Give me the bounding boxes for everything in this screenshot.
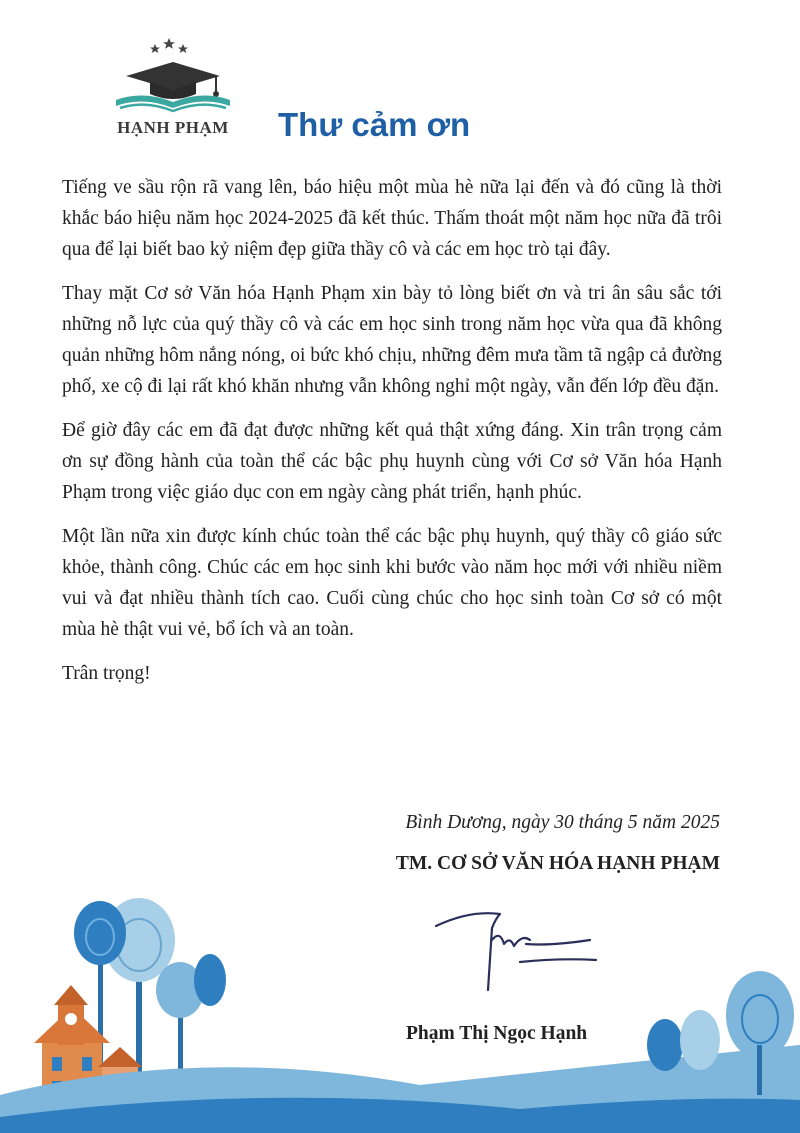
paragraph-1: Tiếng ve sầu rộn rã vang lên, báo hiệu một mùa hè nữa lại đến và đó cũng là thời khắc báo hiệu năm học 2024-2025 đã kết thúc. Thấm thoát một năm học nữa đã trôi qua để lại biết bao kỷ niệm đẹp giữa thầy cô và các em học trò tại đây. <box>62 177 722 260</box>
date-line: Bình Dương, ngày 30 tháng 5 năm 2025 <box>405 812 720 833</box>
school-illustration <box>0 895 800 1133</box>
paragraph-2: Thay mặt Cơ sở Văn hóa Hạnh Phạm xin bày tỏ lòng biết ơn và tri ân sâu sắc tới những nỗ lực của quý thầy cô và các em học sinh trong năm học vừa qua đã không quản những hôm nắng nóng, oi bức khó chịu, những đêm mưa tầm tã ngập cả đường phố, xe cộ đi lại rất khó khăn nhưng vẫn không nghỉ một ngày, vẫn đến lớp đều đặn. <box>62 283 722 397</box>
tree-left-small <box>156 954 226 1085</box>
logo <box>98 30 248 145</box>
brand-name: HẠNH PHẠM <box>117 118 229 137</box>
organization-line: TM. CƠ SỞ VĂN HÓA HẠNH PHẠM <box>395 853 720 874</box>
signer-name: Phạm Thị Ngọc Hạnh <box>406 1023 588 1044</box>
letter-title: Thư cảm ơn <box>278 106 471 143</box>
paragraph-4: Một lần nữa xin được kính chúc toàn thể các bậc phụ huynh, quý thầy cô giáo sức khỏe, thành công. Chúc các em học sinh khi bước vào năm học mới với nhiều niềm vui và đạt nhiều thành tích cao. Cuối cùng chúc cho học sinh toàn Cơ sở có một mùa hè thật vui vẻ, bổ ích và an toàn. <box>62 526 722 640</box>
letter-body <box>62 172 722 689</box>
graduation-cap-book-logo-icon <box>98 30 248 120</box>
paragraph-3: Để giờ đây các em đã đạt được những kết quả thật xứng đáng. Xin trân trọng cảm ơn sự đồng hành của toàn thể các bậc phụ huynh cùng với Cơ sở Văn hóa Hạnh Phạm trong việc giáo dục con em ngày càng phát triển, hạnh phúc. <box>62 420 722 503</box>
closing-line: Trân trọng! <box>62 663 151 684</box>
stars-icon <box>150 38 188 53</box>
cap-top <box>126 62 220 90</box>
